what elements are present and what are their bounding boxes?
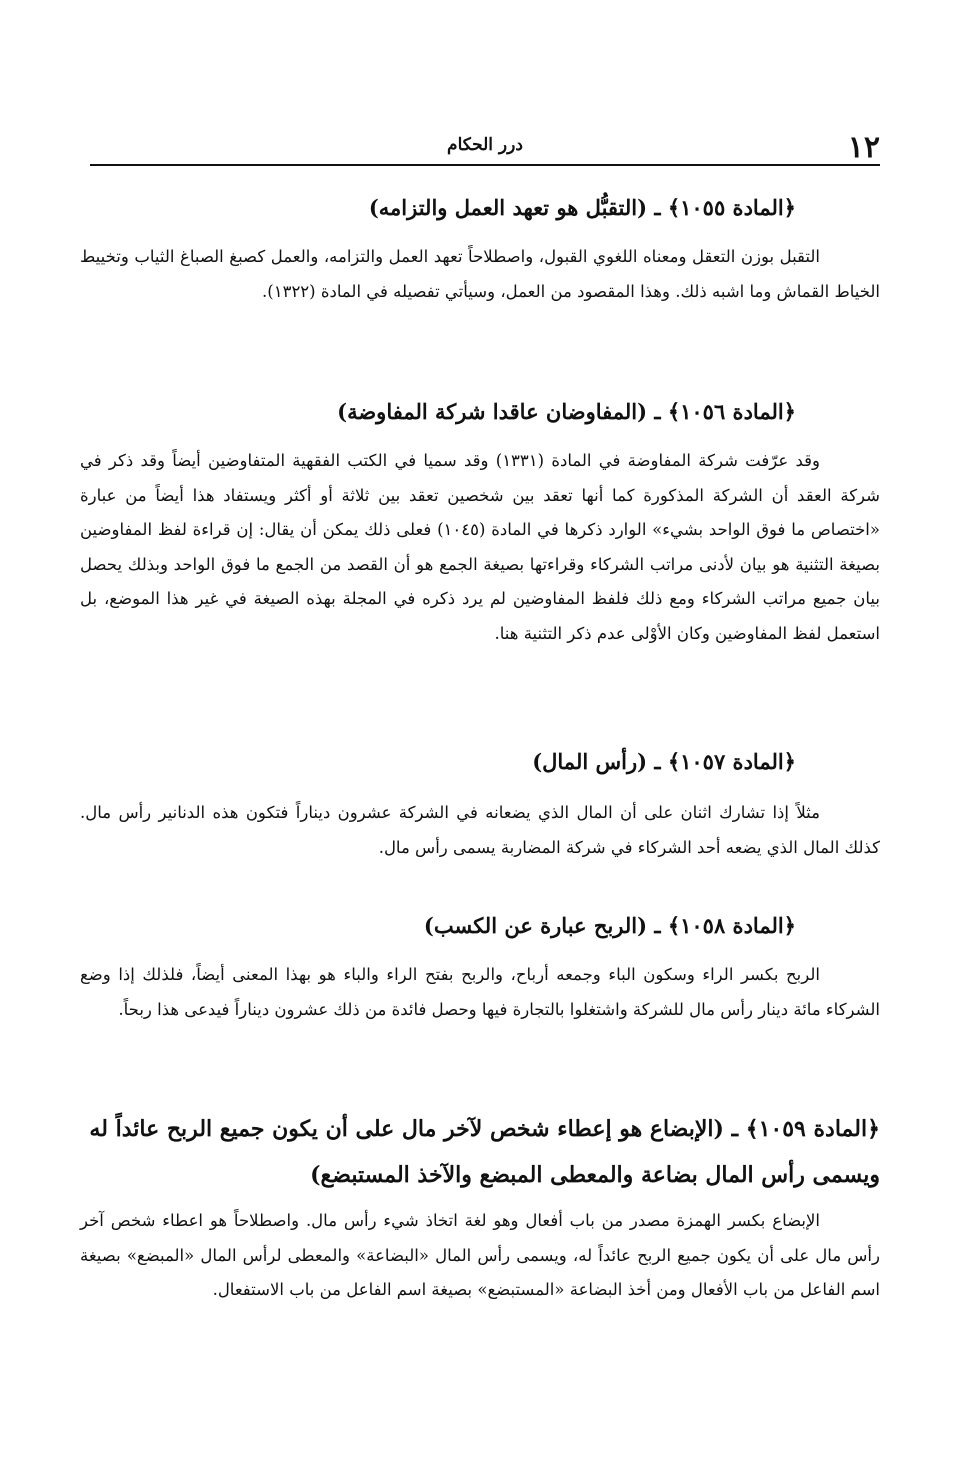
article-1055 bbox=[80, 188, 880, 309]
article-1059 bbox=[80, 1106, 880, 1308]
running-title: درر الحكام bbox=[447, 135, 523, 155]
article-body: الربح بكسر الراء وسكون الباء وجمعه أرباح، والربح بفتح الراء والباء هو بهذا المعنى أيضاً، فلذلك إذا وضع الشركاء مائة دينار رأس مال للشركة واشتغلوا بالتجارة فيها وحصل فائدة من ذلك عشرون ديناراً فيدعى هذا ربحاً. bbox=[80, 965, 880, 1019]
article-heading: ﴿المادة ١٠٥٥﴾ ـ (التقبُّل هو تعهد العمل والتزامه) bbox=[368, 195, 796, 220]
article-heading: ﴿المادة ١٠٥٩﴾ ـ (الإبضاع هو إعطاء شخص لآخر مال على أن يكون جميع الربح عائداً له ويسمى رأس المال بضاعة والمعطى المبضع والآخذ المستبضع) bbox=[89, 1116, 880, 1188]
article-body: مثلاً إذا تشارك اثنان على أن المال الذي يضعانه في الشركة عشرون ديناراً فتكون هذه الدنانير رأس مال. كذلك المال الذي يضعه أحد الشركاء في شركة المضاربة يسمى رأس مال. bbox=[80, 803, 880, 857]
article-body: التقبل بوزن التعقل ومعناه اللغوي القبول، واصطلاحاً تعهد العمل والتزامه، والعمل كصبغ الصباغ الثياب وتخييط الخياط القماش وما اشبه ذلك. وهذا المقصود من العمل، وسيأتي تفصيله في المادة (١٣٢٢). bbox=[80, 247, 880, 301]
article-1056 bbox=[80, 392, 880, 651]
page-header bbox=[90, 128, 880, 168]
header-divider bbox=[90, 164, 880, 166]
article-body: وقد عرّفت شركة المفاوضة في المادة (١٣٣١) وقد سميا في الكتب الفقهية المتفاوضين أيضاً وقد ذكر في شركة العقد أن الشركة المذكورة كما أنها تعقد بين شخصين تعقد بين ثلاثة أو أكثر ويستفاد هذا أيضاً من عبارة «اختصاص ما فوق الواحد بشيء» الوارد ذكرها في المادة (١٠٤٥) فعلى ذلك يمكن أن يقال: إن قراءة لفظ المفاوضين بصيغة التثنية هو بيان لأدنى مراتب الشركاء وقراءتها بصيغة الجمع هو أن القصد من الجمع ما فوق الواحد وبذلك يحصل بيان جميع مراتب الشركاء ومع ذلك فلفظ المفاوضين لم يرد ذكره في المجلة بهذه الصيغة في غير هذا الموضع، بل استعمل لفظ المفاوضين وكان الأوْلى عدم ذكر التثنية هنا. bbox=[80, 451, 880, 643]
article-heading: ﴿المادة ١٠٥٦﴾ ـ (المفاوضان عاقدا شركة المفاوضة) bbox=[337, 399, 796, 424]
article-heading: ﴿المادة ١٠٥٨﴾ ـ (الربح عبارة عن الكسب) bbox=[423, 913, 796, 938]
article-body: الإبضاع بكسر الهمزة مصدر من باب أفعال وهو لغة اتخاذ شيء رأس مال. واصطلاحاً هو اعطاء شخص آخر رأس مال على أن يكون جميع الربح عائداً له، ويسمى رأس المال «البضاعة» والمعطى لرأس المال «المبضع» بصيغة اسم الفاعل من باب الأفعال ومن أخذ البضاعة «المستبضع» بصيغة اسم الفاعل من باب الاستفعال. bbox=[80, 1211, 880, 1299]
article-heading: ﴿المادة ١٠٥٧﴾ ـ (رأس المال) bbox=[532, 749, 796, 774]
article-1058 bbox=[80, 906, 880, 1027]
article-1057 bbox=[80, 742, 880, 865]
page-number: ١٢ bbox=[847, 130, 880, 165]
